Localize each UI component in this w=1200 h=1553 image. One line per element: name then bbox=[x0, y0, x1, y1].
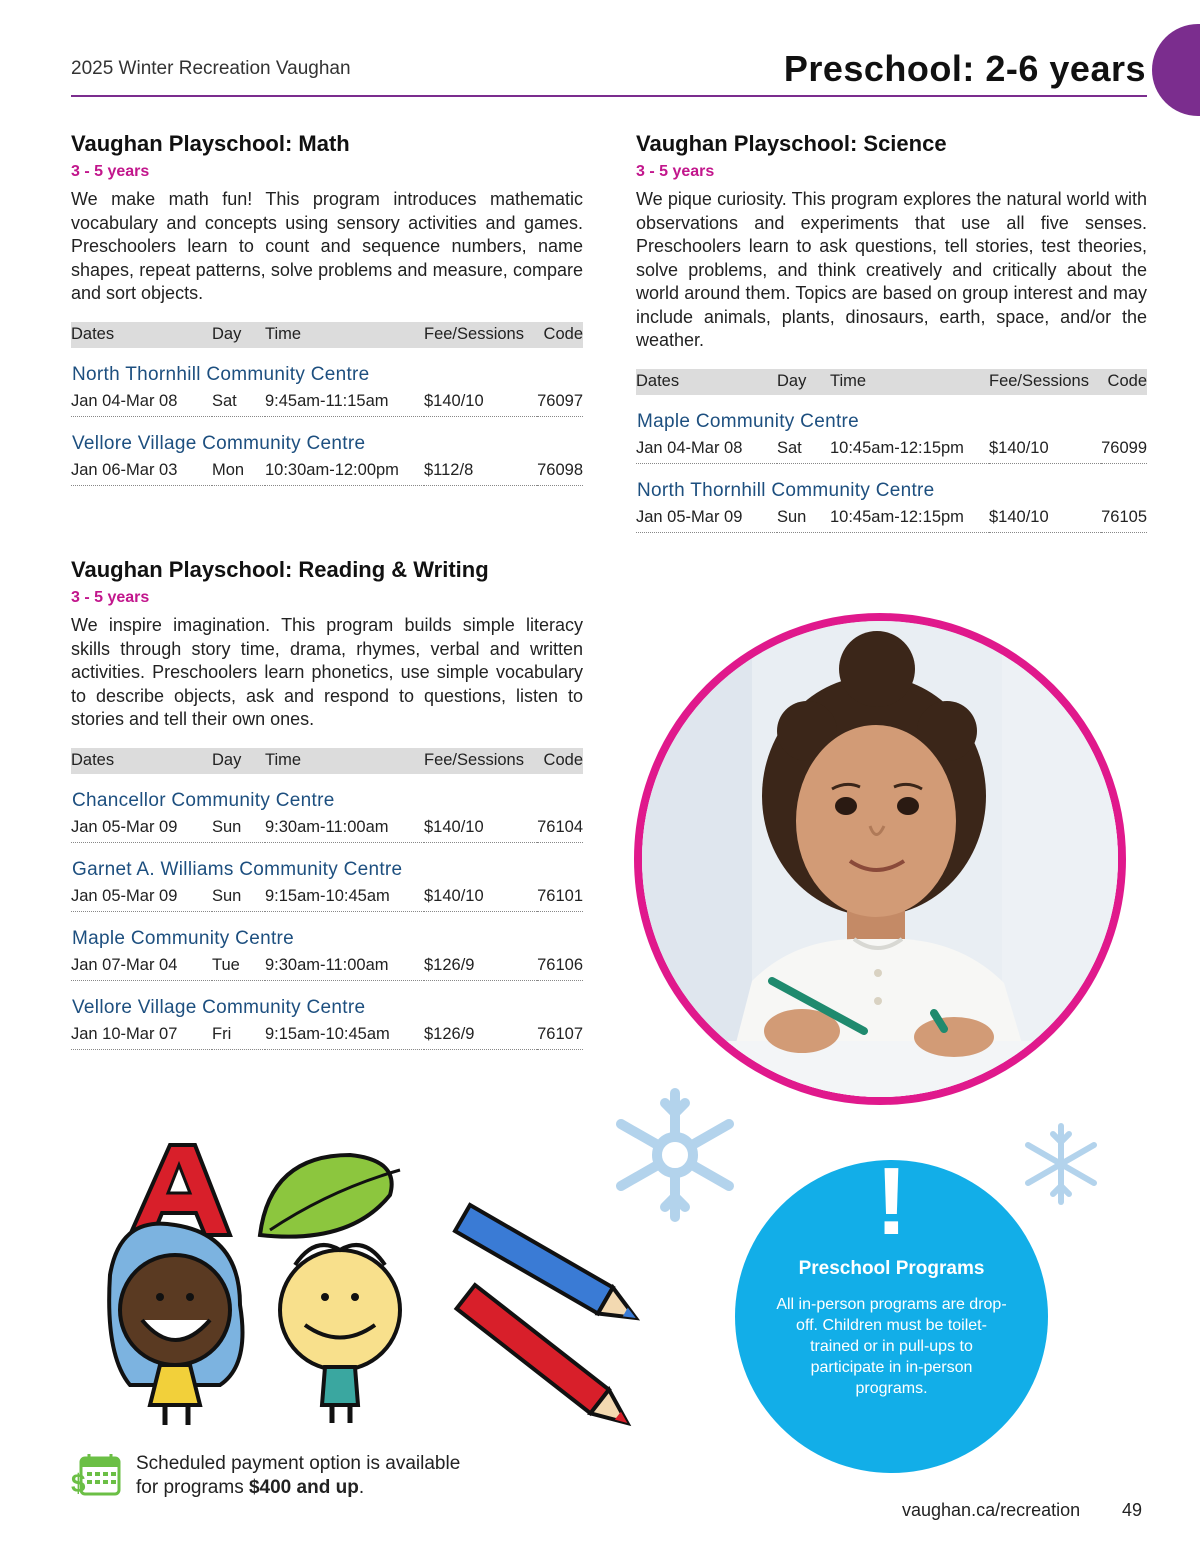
cell-dates: Jan 05-Mar 09 bbox=[636, 504, 777, 533]
col-time: Time bbox=[265, 322, 424, 348]
preschool-callout bbox=[735, 1148, 1048, 1473]
location-name: Maple Community Centre bbox=[637, 410, 860, 432]
cell-time: 9:45am-11:15am bbox=[265, 388, 424, 417]
col-day: Day bbox=[212, 748, 265, 774]
payment-note bbox=[136, 1452, 460, 1500]
program-description: We make math fun! This program introduces mathematic vocabulary and concepts using sensory activities and games. Preschoolers learn to count and sequence numbers, name shapes, repeat patterns, solve problems and measure, compare and sort objects. bbox=[71, 189, 583, 303]
child-photo bbox=[634, 613, 1126, 1105]
cell-dates: Jan 10-Mar 07 bbox=[71, 1021, 212, 1050]
table-row bbox=[71, 388, 583, 417]
table-row bbox=[71, 814, 583, 843]
cell-dates: Jan 05-Mar 09 bbox=[71, 883, 212, 912]
cell-day: Sun bbox=[777, 504, 830, 533]
footer-url[interactable]: vaughan.ca/recreation bbox=[902, 1500, 1081, 1520]
child-drawing-illustration bbox=[642, 621, 1118, 1097]
cell-time: 9:30am-11:00am bbox=[265, 814, 424, 843]
col-day: Day bbox=[777, 369, 830, 395]
cell-time: 10:45am-12:15pm bbox=[830, 504, 989, 533]
location-name: Vellore Village Community Centre bbox=[72, 432, 366, 454]
publication-title: 2025 Winter Recreation Vaughan bbox=[71, 58, 351, 79]
table-row bbox=[71, 952, 583, 981]
program-math bbox=[71, 130, 583, 486]
table-row bbox=[71, 883, 583, 912]
cell-code: 76098 bbox=[537, 457, 583, 486]
col-day: Day bbox=[212, 322, 265, 348]
cell-fee: $140/10 bbox=[424, 883, 537, 912]
cell-dates: Jan 05-Mar 09 bbox=[71, 814, 212, 843]
header-rule bbox=[71, 95, 1147, 97]
cell-day: Sat bbox=[212, 388, 265, 417]
col-dates: Dates bbox=[71, 748, 212, 774]
cell-day: Fri bbox=[212, 1021, 265, 1050]
cell-code: 76099 bbox=[1101, 435, 1147, 464]
kids-pencils-illustration bbox=[100, 1135, 660, 1435]
col-time: Time bbox=[265, 748, 424, 774]
location-name: Maple Community Centre bbox=[72, 927, 295, 949]
cell-fee: $140/10 bbox=[424, 388, 537, 417]
cell-code: 76097 bbox=[537, 388, 583, 417]
cell-fee: $112/8 bbox=[424, 457, 537, 486]
payment-line2-prefix: for programs bbox=[136, 1477, 249, 1498]
cell-dates: Jan 07-Mar 04 bbox=[71, 952, 212, 981]
schedule-header bbox=[71, 322, 583, 348]
payment-line2-suffix: . bbox=[358, 1477, 365, 1498]
cell-fee: $140/10 bbox=[424, 814, 537, 843]
schedule-table bbox=[71, 748, 583, 1050]
cell-code: 76106 bbox=[537, 952, 583, 981]
cell-fee: $140/10 bbox=[989, 504, 1101, 533]
location-name: Garnet A. Williams Community Centre bbox=[72, 858, 403, 880]
cell-code: 76104 bbox=[537, 814, 583, 843]
exclamation-icon: ! bbox=[875, 1148, 908, 1255]
cell-time: 9:15am-10:45am bbox=[265, 883, 424, 912]
section-tab bbox=[1152, 24, 1200, 116]
location-name: North Thornhill Community Centre bbox=[637, 479, 935, 501]
col-code: Code bbox=[537, 322, 583, 348]
schedule-header bbox=[636, 369, 1147, 395]
cell-time: 10:45am-12:15pm bbox=[830, 435, 989, 464]
col-fee: Fee/Sessions bbox=[424, 748, 537, 774]
cell-time: 10:30am-12:00pm bbox=[265, 457, 424, 486]
page-number: 49 bbox=[1122, 1500, 1143, 1520]
section-title: Preschool: 2-6 years bbox=[783, 48, 1146, 89]
col-code: Code bbox=[1101, 369, 1147, 395]
schedule-header bbox=[71, 748, 583, 774]
cell-time: 9:30am-11:00am bbox=[265, 952, 424, 981]
program-age: 3 - 5 years bbox=[71, 589, 150, 606]
program-title: Vaughan Playschool: Science bbox=[636, 131, 947, 156]
program-title: Vaughan Playschool: Math bbox=[71, 131, 350, 156]
cell-dates: Jan 04-Mar 08 bbox=[71, 388, 212, 417]
cell-time: 9:15am-10:45am bbox=[265, 1021, 424, 1050]
cell-day: Tue bbox=[212, 952, 265, 981]
program-description: We inspire imagination. This program builds simple literacy skills through story time, drama, rhymes, verbal and written activities. Preschoolers learn phonetics, use simple vocabulary to describe objects, ask and respond to questions, listen to stories and tell their own ones. bbox=[71, 615, 583, 729]
schedule-table bbox=[636, 369, 1147, 533]
svg-text:$: $ bbox=[71, 1468, 86, 1498]
cell-day: Sun bbox=[212, 883, 265, 912]
cell-dates: Jan 06-Mar 03 bbox=[71, 457, 212, 486]
cell-code: 76105 bbox=[1101, 504, 1147, 533]
program-reading-writing bbox=[71, 556, 583, 1050]
callout-title: Preschool Programs bbox=[798, 1258, 985, 1279]
callout-body: All in-person programs are drop-off. Children must be toilet-trained or in pull-ups to participate in in-person programs. bbox=[776, 1296, 1007, 1397]
col-time: Time bbox=[830, 369, 989, 395]
location-name: Vellore Village Community Centre bbox=[72, 996, 366, 1018]
cell-day: Sat bbox=[777, 435, 830, 464]
program-age: 3 - 5 years bbox=[636, 163, 715, 180]
program-description: We pique curiosity. This program explores the natural world with observations and experiments that use all five senses. Preschoolers learn to ask questions, tell stories, test theories, solve problems, and think creatively and critically about the world around them. Topics are based on group interest and may include animals, plants, dinosaurs, earth, space, and/or the weather. bbox=[636, 189, 1147, 350]
program-title: Vaughan Playschool: Reading & Writing bbox=[71, 557, 489, 582]
col-fee: Fee/Sessions bbox=[424, 322, 537, 348]
col-fee: Fee/Sessions bbox=[989, 369, 1101, 395]
table-row bbox=[71, 457, 583, 486]
cell-day: Sun bbox=[212, 814, 265, 843]
table-row bbox=[71, 1021, 583, 1050]
cell-code: 76101 bbox=[537, 883, 583, 912]
payment-calendar-icon bbox=[71, 1452, 121, 1498]
schedule-table bbox=[71, 322, 583, 486]
col-dates: Dates bbox=[636, 369, 777, 395]
table-row bbox=[636, 435, 1147, 464]
cell-code: 76107 bbox=[537, 1021, 583, 1050]
payment-threshold: $400 and up bbox=[248, 1477, 359, 1498]
cell-dates: Jan 04-Mar 08 bbox=[636, 435, 777, 464]
location-name: Chancellor Community Centre bbox=[72, 789, 335, 811]
program-science bbox=[636, 130, 1147, 533]
cell-fee: $140/10 bbox=[989, 435, 1101, 464]
cell-fee: $126/9 bbox=[424, 952, 537, 981]
location-name: North Thornhill Community Centre bbox=[72, 363, 370, 385]
cell-day: Mon bbox=[212, 457, 265, 486]
col-dates: Dates bbox=[71, 322, 212, 348]
table-row bbox=[636, 504, 1147, 533]
payment-line2 bbox=[136, 1476, 460, 1500]
payment-line1: Scheduled payment option is available bbox=[136, 1453, 461, 1474]
col-code: Code bbox=[537, 748, 583, 774]
cell-fee: $126/9 bbox=[424, 1021, 537, 1050]
program-age: 3 - 5 years bbox=[71, 163, 150, 180]
